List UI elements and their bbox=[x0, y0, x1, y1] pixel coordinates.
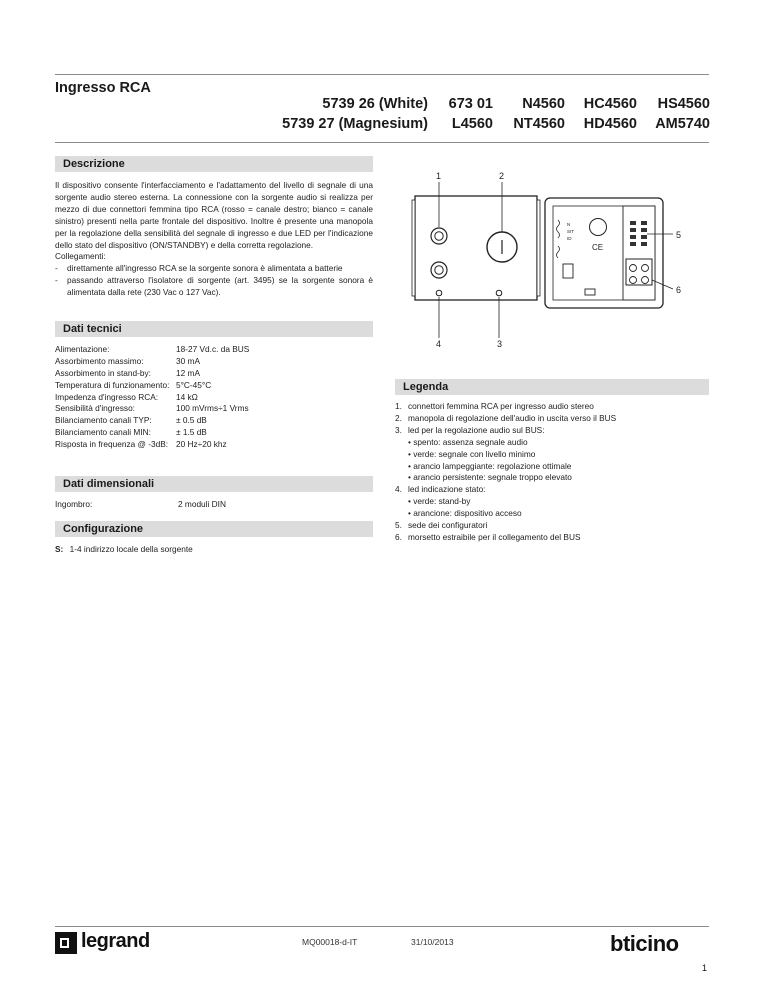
config-key: S: bbox=[55, 544, 64, 554]
code-cell: HC4560 bbox=[583, 96, 637, 112]
tech-specs-table bbox=[55, 344, 373, 451]
code-cell: 5739 27 (Magnesium) bbox=[282, 116, 428, 132]
code-cell: NT4560 bbox=[513, 116, 565, 132]
list-item: - passando attraverso l'isolatore di sorgente (art. 3495) se la sorgente sonora è alimentata dalla rete (230 Vac o 127 Vac). bbox=[55, 275, 373, 298]
doc-code: MQ00018-d-IT bbox=[302, 937, 358, 947]
config-value: 1-4 indirizzo locale della sorgente bbox=[69, 544, 193, 554]
spec-key: Bilanciamento canali TYP: bbox=[55, 415, 152, 426]
legend-item bbox=[395, 401, 709, 413]
legend-list bbox=[395, 401, 709, 544]
device-diagram bbox=[395, 160, 715, 355]
spec-row bbox=[55, 439, 373, 451]
collegamenti-label: Collegamenti: bbox=[55, 251, 106, 262]
spec-value: 20 Hz÷20 khz bbox=[176, 439, 227, 450]
doc-date: 31/10/2013 bbox=[411, 937, 454, 947]
callout-3: 3 bbox=[497, 339, 503, 349]
dimensions-row bbox=[55, 499, 373, 511]
legend-text: led indicazione stato: bbox=[408, 484, 486, 495]
legend-item bbox=[395, 413, 709, 425]
legend-number: 5. bbox=[395, 520, 402, 531]
legend-item bbox=[395, 425, 709, 437]
callout-1: 1 bbox=[436, 171, 442, 181]
document-title: Ingresso RCA bbox=[55, 80, 151, 96]
code-cell: HS4560 bbox=[657, 96, 710, 112]
legend-text: manopola di regolazione dell'audio in uscita verso il BUS bbox=[408, 412, 617, 423]
spec-key: Alimentazione: bbox=[55, 344, 110, 354]
descrizione-body bbox=[55, 180, 373, 299]
legend-subitem: • arancio lampeggiante: regolazione ottimale bbox=[408, 460, 572, 471]
code-cell: 673 01 bbox=[448, 96, 493, 112]
chip-text: ID bbox=[567, 236, 572, 241]
brand-left: legrand bbox=[81, 930, 150, 952]
spec-row bbox=[55, 380, 373, 392]
legend-number: 3. bbox=[395, 424, 402, 435]
spec-key: Ingombro: bbox=[55, 499, 93, 509]
code-cell: AM5740 bbox=[655, 116, 710, 132]
spec-row bbox=[55, 427, 373, 439]
section-heading-dati-tecnici: Dati tecnici bbox=[55, 321, 373, 337]
codes-row-2 bbox=[270, 116, 710, 136]
top-rule bbox=[55, 74, 709, 75]
spec-value: 12 mA bbox=[176, 367, 200, 378]
section-heading-legenda: Legenda bbox=[395, 379, 709, 395]
spec-value: 100 mVrms÷1 Vrms bbox=[176, 403, 249, 414]
code-cell: L4560 bbox=[451, 116, 493, 132]
legend-item bbox=[395, 484, 709, 496]
page-number: 1 bbox=[702, 963, 708, 973]
spec-row bbox=[55, 344, 373, 356]
legend-text: sede dei configuratori bbox=[408, 520, 488, 531]
legend-subitem: • verde: stand-by bbox=[408, 496, 471, 507]
spec-key: Impedenza d'ingresso RCA: bbox=[55, 391, 159, 402]
spec-row bbox=[55, 415, 373, 427]
section-heading-configurazione: Configurazione bbox=[55, 521, 373, 537]
legend-text: led per la regolazione audio sul BUS: bbox=[408, 424, 545, 435]
code-cell: N4560 bbox=[522, 96, 565, 112]
list-item-text: passando attraverso l'isolatore di sorgente (art. 3495) se la sorgente sonora è alimentata dalla rete (230 Vac o 127 Vac). bbox=[67, 275, 373, 298]
legend-subitem: • verde: segnale con livello minimo bbox=[408, 448, 536, 459]
spec-value: 18-27 Vd.c. da BUS bbox=[176, 344, 250, 354]
led-icon bbox=[436, 290, 442, 296]
spec-key: Bilanciamento canali MIN: bbox=[55, 427, 151, 438]
spec-value: 14 kΩ bbox=[176, 391, 198, 402]
legend-item bbox=[395, 520, 709, 532]
header-rule bbox=[55, 142, 709, 143]
legend-text: connettori femmina RCA per ingresso audio stereo bbox=[408, 401, 594, 411]
bticino-logo: bticino bbox=[610, 931, 679, 956]
config-row bbox=[55, 544, 373, 556]
code-cell: HD4560 bbox=[583, 116, 637, 132]
led-icon bbox=[496, 290, 502, 296]
rca-connector-icon bbox=[431, 228, 447, 244]
spec-key: Risposta in frequenza @ -3dB: bbox=[55, 439, 169, 450]
spec-key: Assorbimento in stand-by: bbox=[55, 367, 151, 378]
rear-component-icon bbox=[590, 219, 607, 236]
callout-5: 5 bbox=[676, 230, 682, 240]
spec-row bbox=[55, 368, 373, 380]
ce-mark-icon: CE bbox=[592, 243, 604, 252]
spec-key: Sensibilità d'ingresso: bbox=[55, 403, 135, 414]
spec-value: ± 1.5 dB bbox=[176, 427, 207, 438]
legrand-mark-icon bbox=[55, 932, 77, 954]
rca-connector-icon bbox=[431, 262, 447, 278]
chip-text: SIT bbox=[567, 229, 575, 234]
list-item-text: direttamente all'ingresso RCA se la sorgente sonora è alimentata a batterie bbox=[67, 263, 343, 274]
spec-key: Assorbimento massimo: bbox=[55, 355, 144, 366]
section-heading-dati-dimensionali: Dati dimensionali bbox=[55, 476, 373, 492]
spec-value: 30 mA bbox=[176, 355, 200, 366]
knob-icon bbox=[487, 232, 517, 262]
section-heading-descrizione: Descrizione bbox=[55, 156, 373, 172]
code-cell: 5739 26 (White) bbox=[322, 96, 428, 112]
list-item: - direttamente all'ingresso RCA se la sorgente sonora è alimentata a batterie bbox=[55, 263, 343, 274]
spec-value: ± 0.5 dB bbox=[176, 415, 207, 426]
callout-4: 4 bbox=[436, 339, 442, 349]
legend-subitem: • arancione: dispositivo acceso bbox=[408, 508, 522, 519]
chip-text: N bbox=[567, 222, 571, 227]
legend-number: 2. bbox=[395, 412, 402, 423]
legend-subitem: • spento: assenza segnale audio bbox=[408, 436, 528, 447]
descrizione-paragraph: Il dispositivo consente l'interfacciamento e l'adattamento del livello di segnale di una sorgente audio stereo esterna. La connessione con la sorgente audio si realizza per mezzo di due connettori femmina tipo RCA (rosso = canale destro; bianco = canale sinistro) presenti nella parte frontale del dispositivo. Inoltre è presente una manopola per la regolazione della sensibilità del segnale di ingresso e due LED per l'indicazione dello stato del dispositivo (ON/STANDBY) e della corretta regolazione. bbox=[55, 180, 373, 250]
codes-row-1 bbox=[270, 96, 710, 116]
front-plate bbox=[415, 196, 537, 300]
spec-row bbox=[55, 403, 373, 415]
legend-item bbox=[395, 532, 709, 544]
footer-rule bbox=[55, 926, 709, 927]
spec-row bbox=[55, 392, 373, 404]
spec-value: 5°C-45°C bbox=[176, 379, 212, 390]
spec-row bbox=[55, 356, 373, 368]
callout-6: 6 bbox=[676, 285, 682, 295]
legend-number: 6. bbox=[395, 531, 402, 542]
legend-number: 4. bbox=[395, 484, 402, 495]
legend-number: 1. bbox=[395, 401, 402, 411]
legend-subitem: • arancio persistente: segnale troppo elevato bbox=[408, 472, 572, 483]
callout-2: 2 bbox=[499, 171, 505, 181]
spec-value: 2 moduli DIN bbox=[178, 499, 226, 509]
legend-text: morsetto estraibile per il collegamento del BUS bbox=[408, 531, 581, 542]
product-codes bbox=[270, 96, 710, 136]
spec-key: Temperatura di funzionamento: bbox=[55, 379, 170, 390]
